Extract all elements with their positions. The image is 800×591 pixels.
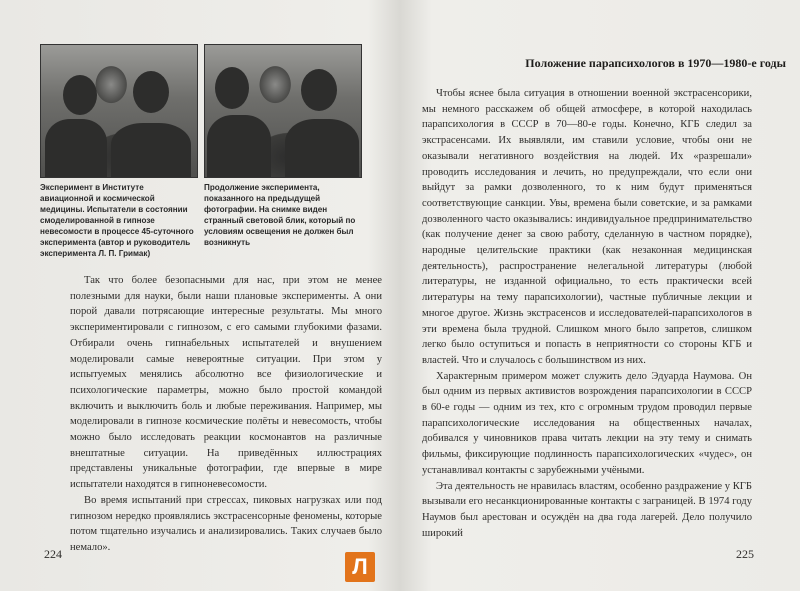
photo-figure [45,119,107,177]
page-number-right: 225 [736,547,754,561]
experiment-photo-1 [40,44,198,178]
right-body-text [422,86,752,541]
photo-caption-1: Эксперимент в Институте авиационной и космической медицины. Испытатели в состоянии смоделированной в гипнозе невесомости в процессе 45-суточного эксперимента (автор и руководитель эксперимента Л. П. Гримак) [40,183,194,258]
photo-figure [133,71,169,113]
photo-figure [301,69,337,111]
left-body-text [70,273,382,556]
photo-figure [215,67,249,109]
photo-row [40,44,380,176]
publisher-logo-icon: Л [345,552,375,582]
photo-figure [111,123,191,177]
paragraph: Чтобы яснее была ситуация в отношении военной экстрасенсорики, мы немного расскажем об общей атмосфере, в которой находилась парапсихология в СССР в 70—80-е годы. Конечно, КГБ следил за экстрасенсами. Их выявляли, им ставили условие, чтобы они не оказывали негативного воздействия на людей. Их «разрешали» проводить исследования и лечить, но предупреждали, что если они выйдут за рамки дозволенного, то к ним будут применяться соответствующие санкции. Увы, времена были советские, и за рамками дозволенного часто оказывались: индивидуальное предпринимательство (как получение денег за свою работу, сделанную в частном порядке), народные целительские практики (как незаконная медицинская деятельность), распространение нелегальной литературы (любой литературы, не изданной официально, то есть практически всей литературы на тему парапсихологии), частные публичные лекции и многое другое. Жизнь экстрасенсов и исследователей-парапсихологов в эти времена была трудной. Слишком много было запретов, слишком легко было оступиться и попасть в неприятности со стороны КГБ и властей. Что и случалось с большинством из них. [422,88,752,366]
paragraph: Так что более безопасными для нас, при этом не менее полезными для науки, были наши плановые эксперименты. А они порой давали потрясающие интересные результаты. Мы много экспериментировали с гипнозом, с его самыми глубокими фазами. Отбирали очень гипнабельных испытателей и внушением моделировали самые невероятные ситуации. При этом у испытуемых менялись абсолютно все физиологические и психологические параметры, можно было простой командой включить и выключить боль и любые переживания. Например, мы моделировали в гипнозе космические полёты и невесомость, чтобы можно было исследовать реакции космонавтов на различные внештатные ситуации. На приведённых иллюстрациях представлены уникальные фотографии, где впервые в мире испытатели находятся в гипноневесомости. [70,275,382,491]
right-page [400,0,800,591]
paragraph: Характерным примером может служить дело Эдуарда Наумова. Он был одним из первых активистов возрождения парапсихологии в СССР в 60-е годы — одним из тех, кто с огромным трудом проводил первые парапсихологические исследования на общественных началах, добивался у чиновников права читать лекции на эту тему и снимать фильмы, фиксирующие подлинность парапсихологических «чудес», он устанавливал контакты с зарубежными учёными. [422,370,752,476]
photo-figure [285,119,359,177]
running-head: Положение парапсихологов в 1970—1980-е годы [525,56,786,70]
photo-figure [63,75,97,115]
photo-figure [207,115,271,177]
page-number-left: 224 [44,547,62,561]
experiment-photo-2 [204,44,362,178]
photo-caption-2: Продолжение эксперимента, показанного на предыдущей фотографии. На снимке виден странный световой блик, который по условиям освещения не должен был возникнуть [204,183,356,247]
paragraph: Эта деятельность не нравилась властям, особенно раздражение у КГБ вызывали его несанкционированные контакты с заграницей. В 1974 году Наумов был арестован и осуждён на два года лагерей. Дело получило широкий [422,480,752,539]
paragraph: Во время испытаний при стрессах, пиковых нагрузках или под гипнозом нередко проявлялись экстрасенсорные феномены, которые потом тщательно изучались и анализировались. Таких случаев было немало». [70,494,382,553]
